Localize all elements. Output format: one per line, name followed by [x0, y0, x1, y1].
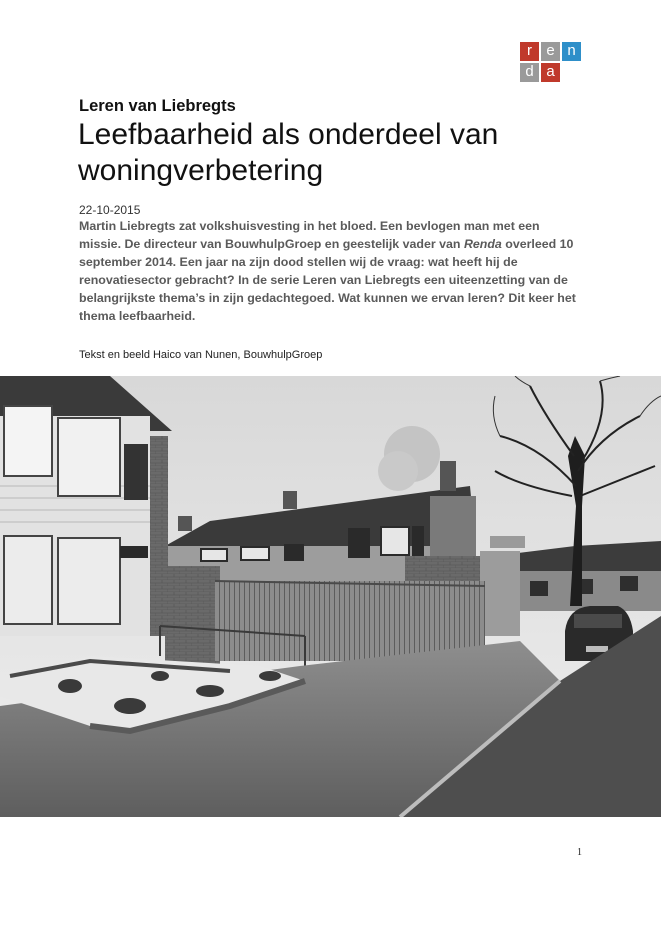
intro-text-end: overleed 10 september 2014. Een jaar na zijn dood stellen wij de vraag: wat heeft hij de renovatiesector gebracht? In de serie Leren van Liebregts een uiteenzetting van de belangrijkste thema’s in zijn gedachtegoed. Wat kunnen we ervan leren? Dit keer het thema leefbaarheid. [79, 237, 576, 323]
renda-logo [520, 42, 581, 82]
intro-text-renda: Renda [463, 237, 502, 251]
logo-letter-n: n [562, 42, 581, 61]
page-number: 1 [577, 847, 582, 858]
logo-letter-a: a [541, 63, 560, 82]
intro-text-start: Martin Liebregts zat volkshuisvesting in het bloed. Een bevlogen man met een missie. De directeur van BouwhulpGroep en geestelijk vader van [79, 219, 540, 251]
article-intro [79, 217, 584, 325]
logo-letter-r: r [520, 42, 539, 61]
street-photo [0, 376, 661, 817]
photo-credit: Tekst en beeld Haico van Nunen, BouwhulpGroep [79, 349, 323, 361]
article-date: 22-10-2015 [79, 203, 141, 217]
logo-letter-e: e [541, 42, 560, 61]
article-title: Leefbaarheid als onderdeel van woningverbetering [78, 118, 499, 187]
series-title: Leren van Liebregts [79, 97, 236, 115]
logo-letter-d: d [520, 63, 539, 82]
